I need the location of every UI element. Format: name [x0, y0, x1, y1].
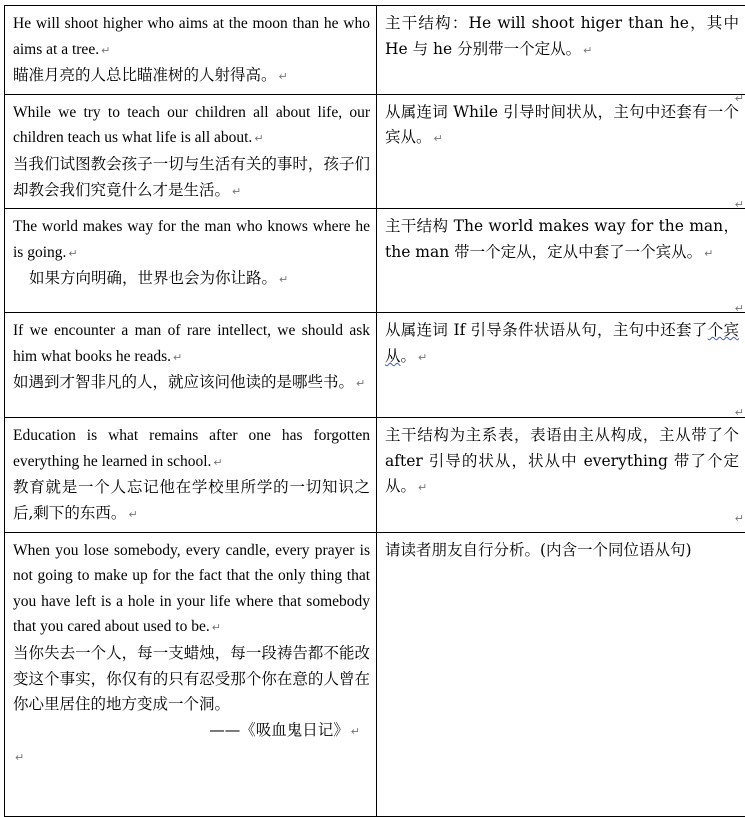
- analysis-cell: [377, 94, 745, 208]
- chinese-translation: 如遇到才智非凡的人，就应该问他读的是哪些书。 ↵: [13, 370, 370, 397]
- row-end-mark: ↵: [735, 406, 744, 419]
- chinese-translation: 如果方向明确，世界也会为你让路。 ↵: [13, 266, 370, 293]
- analysis-cell: [377, 6, 745, 95]
- analysis-cell: [377, 313, 745, 418]
- sentence-cell: [5, 209, 377, 313]
- english-sentence: Education is what remains after one has forgotten everything he learned in school. ↵: [13, 423, 370, 475]
- table-row: [5, 94, 745, 208]
- row-end-mark: ↵: [735, 302, 744, 315]
- analysis-cell: [377, 418, 745, 532]
- analysis-text: 主干结构 The world makes way for the man，the man 带一个定从，定从中套了一个宾从。 ↵: [385, 214, 739, 266]
- row-end-mark: ↵: [735, 92, 744, 105]
- sentence-analysis-table: [4, 5, 745, 817]
- table-row: [5, 6, 745, 95]
- chinese-translation: 当我们试图教会孩子一切与生活有关的事时，孩子们却教会我们究竟什么才是生活。 ↵: [13, 152, 370, 204]
- grammar-check-underline: 个宾从: [385, 321, 739, 365]
- table-row: [5, 313, 745, 418]
- table-row: [5, 532, 745, 816]
- table-row: [5, 209, 745, 313]
- sentence-cell: [5, 418, 377, 532]
- row-end-mark: ↵: [735, 198, 744, 211]
- english-sentence: The world makes way for the man who knows where he is going. ↵: [13, 214, 370, 266]
- quote-source: ——《吸血鬼日记》 ↵: [13, 718, 370, 745]
- english-sentence: If we encounter a man of rare intellect, we should ask him what books he reads. ↵: [13, 318, 370, 370]
- analysis-text: 请读者朋友自行分析。(内含一个同位语从句): [385, 538, 739, 564]
- analysis-text: 主干结构为主系表，表语由主从构成，主从带了个 after 引导的状从，状从中 everything 带了个定从。 ↵: [385, 423, 739, 501]
- chinese-translation: 当你失去一个人，每一支蜡烛，每一段祷告都不能改变这个事实，你仅有的只有忍受那个你在意的人曾在你心里居住的地方变成一个洞。: [13, 641, 370, 718]
- analysis-text: 从属连词 While 引导时间状从，主句中还套有一个宾从。 ↵: [385, 100, 739, 152]
- analysis-text: 从属连词 If 引导条件状语从句，主句中还套了个宾从。 ↵: [385, 318, 739, 370]
- table-row: [5, 418, 745, 532]
- english-sentence: He will shoot higher who aims at the moon than he who aims at a tree. ↵: [13, 11, 370, 63]
- chinese-translation: 教育就是一个人忘记他在学校里所学的一切知识之后,剩下的东西。 ↵: [13, 475, 370, 527]
- row-end-mark: ↵: [735, 512, 744, 525]
- sentence-cell: [5, 94, 377, 208]
- analysis-cell: [377, 532, 745, 816]
- sentence-cell: [5, 6, 377, 95]
- english-sentence: While we try to teach our children all about life, our children teach us what life is all about. ↵: [13, 100, 370, 152]
- sentence-cell: [5, 313, 377, 418]
- empty-paragraph: ↵: [13, 744, 370, 771]
- analysis-text: 主干结构：He will shoot higer than he，其中 He 与 he 分别带一个定从。 ↵: [385, 11, 739, 63]
- analysis-cell: [377, 209, 745, 313]
- sentence-cell: [5, 532, 377, 816]
- chinese-translation: 瞄准月亮的人总比瞄准树的人射得高。 ↵: [13, 63, 370, 90]
- english-sentence: When you lose somebody, every candle, every prayer is not going to make up for the fact that the only thing that you have left is a hole in your life where that somebody that you cared about used to be. ↵: [13, 538, 370, 641]
